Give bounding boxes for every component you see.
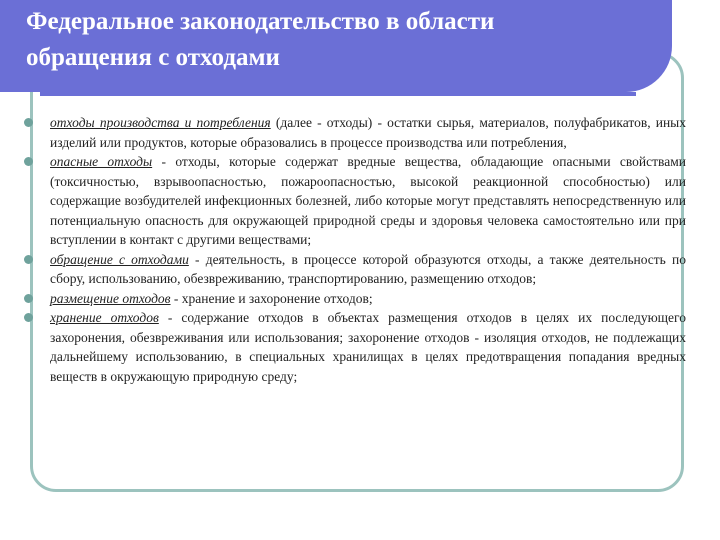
list-item [24, 113, 686, 152]
list-item [24, 289, 686, 309]
definition-text: - деятельность, в процессе которой образуются отходы, а также деятельность по сбору, использованию, обезвреживанию, транспортированию, размещению отходов; [50, 251, 686, 286]
definition-term: опасные отходы [50, 154, 153, 169]
bullet-icon [24, 157, 33, 166]
bullet-icon [24, 118, 33, 127]
bullet-icon [24, 313, 33, 322]
list-item [24, 308, 686, 386]
definition-text: - содержание отходов в объектах размещения отходов в целях их последующего захоронения, обезвреживания или использования; захоронение отходов - изоляция отходов, не подлежащих дальнейшему использованию, в специальных хранилищах в целях предотвращения попадания вредных веществ в окружающую природную среду; [50, 310, 686, 384]
definition-text: - хранение и захоронение отходов; [170, 290, 373, 306]
definition-term: отходы производства и потребления [50, 115, 271, 130]
definition-text: - отходы, которые содержат вредные вещества, обладающие опасными свойствами (токсичностью, взрывоопасностью, пожароопасностью, высокой реакционной способностью) или содержащие возбудителей инфекционных болезней, либо которые могут представлять непосредственную или потенциальную опасность для окружающей природной среды и здоровья человека самостоятельно или при вступлении в контакт с другими веществами; [50, 154, 687, 247]
title-underline [40, 92, 636, 96]
definitions-list [24, 113, 686, 386]
definition-term: хранение отходов [50, 310, 159, 325]
slide-title-line-1: Федеральное законодательство в области [26, 8, 495, 35]
definition-term: размещение отходов [50, 290, 171, 306]
definition-term: обращение с отходами [50, 251, 189, 267]
list-item [24, 250, 686, 289]
definition-text: (далее - отходы) - остатки сырья, материалов, полуфабрикатов, иных изделий или продуктов, которые образовались в процессе производства или потребления, [50, 115, 686, 150]
slide-title [26, 4, 626, 76]
bullet-icon [24, 255, 33, 264]
bullet-icon [24, 294, 33, 303]
list-item [24, 152, 686, 250]
slide-title-line-2: обращения с отходами [26, 44, 280, 71]
